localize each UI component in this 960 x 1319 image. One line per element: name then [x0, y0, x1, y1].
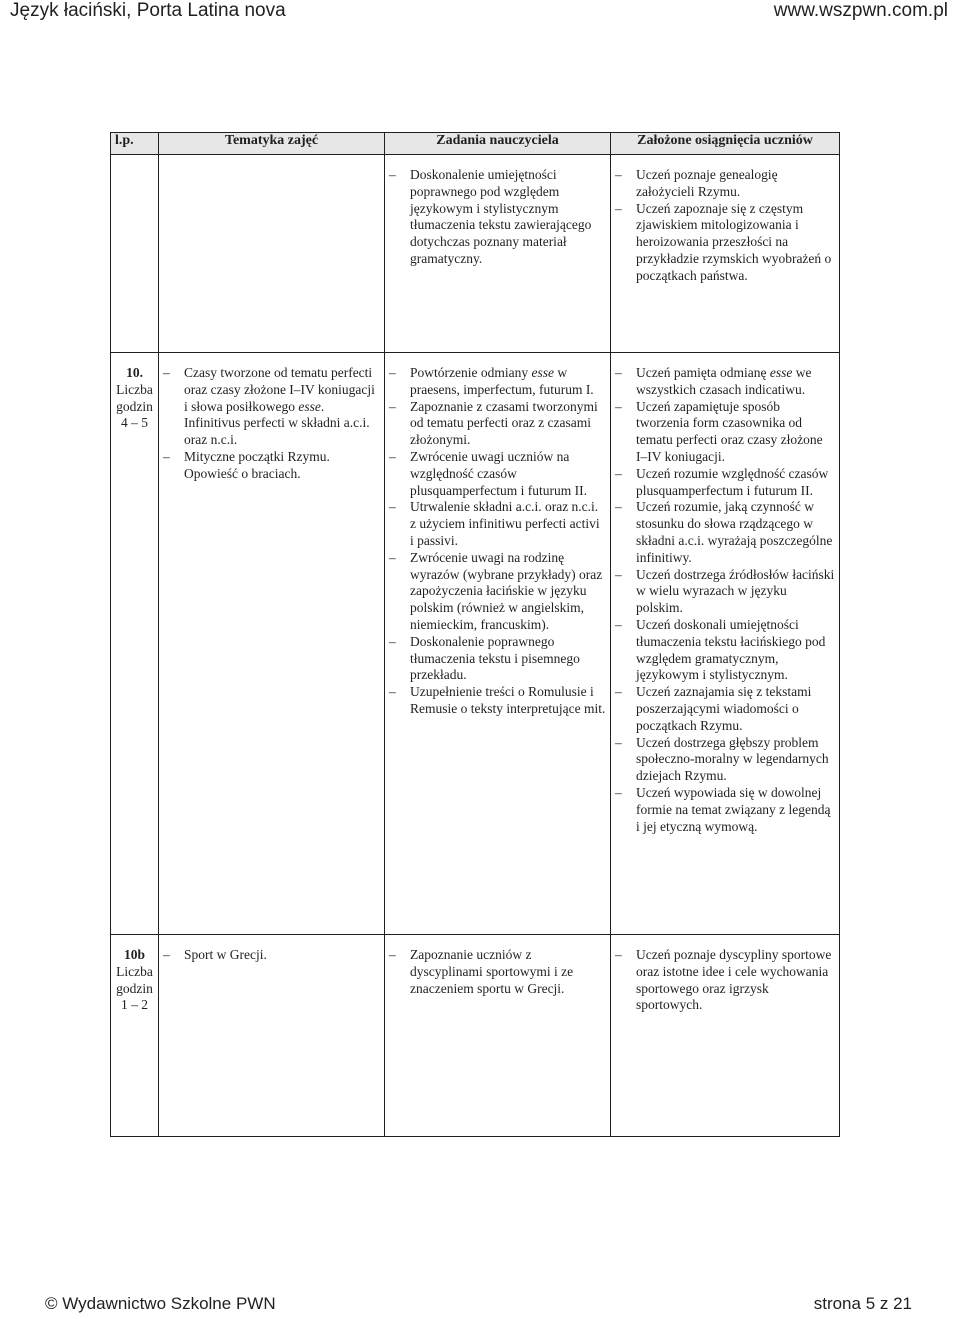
list-item: – Czasy tworzone od tematu perfecti oraz czasy złożone I–IV koniugacji i słowa posiłkowego esse. Infinitivus perfecti w składni a.c.i. oraz n.c.i. — [163, 365, 375, 448]
outcomes-cell — [611, 155, 840, 353]
list-item: – Sport w Grecji. — [163, 947, 267, 962]
list-item: – Uczeń pamięta odmianę esse we wszystkich czasach indicatiwu. — [615, 365, 812, 397]
teacher-tasks-cell — [385, 353, 611, 935]
topic-cell — [159, 353, 385, 935]
list-item: – Uzupełnienie treści o Romulusie i Remusie o teksty interpretujące mit. — [389, 684, 606, 716]
list-item: – Doskonalenie poprawnego tłumaczenia tekstu i pisemnego przekładu. — [389, 633, 580, 683]
list-item: – Zapoznanie z czasami tworzonymi od tematu perfecti oraz z czasami złożonymi. — [389, 398, 598, 448]
list-item: – Uczeń poznaje dyscypliny sportowe oraz istotne idee i cele wychowania sportowego oraz igrzysk sportowych. — [615, 947, 832, 1013]
row-number-cell — [111, 155, 159, 353]
row-number-cell — [111, 935, 159, 1137]
hours-label: Liczba godzin — [116, 381, 153, 414]
list-item: – Uczeń zapamiętuje sposób tworzenia form czasownika od tematu perfecti oraz czasy złożone I–IV koniugacji. — [615, 398, 823, 464]
column-header-lp: l.p. — [111, 133, 159, 155]
list-item: – Doskonalenie umiejętności poprawnego pod względem językowym i stylistycznym tłumaczenia tekstu zawierającego dotychczas poznany materiał gramatyczny. — [389, 167, 592, 266]
row-number: 10b — [123, 947, 145, 962]
list-item: – Uczeń rozumie, jaką czynność w stosunku do słowa rządzącego w składni a.c.i. wyrażają poszczególne infinitiwy. — [615, 499, 833, 565]
teacher-tasks-cell — [385, 935, 611, 1137]
list-item: – Zwrócenie uwagi uczniów na względność czasów plusquamperfectum i futurum II. — [389, 448, 587, 498]
table-row — [111, 353, 840, 935]
column-header-outcomes: Założone osiągnięcia uczniów — [611, 133, 840, 155]
outcomes-cell — [611, 353, 840, 935]
list-item: – Utrwalenie składni a.c.i. oraz n.c.i. z użyciem infinitiwu perfecti activi i passivi. — [389, 499, 600, 548]
outcomes-cell — [611, 935, 840, 1137]
list-item: – Uczeń zaznajamia się z tekstami poszerzającymi wiadomości o początkach Rzymu. — [615, 684, 812, 733]
list-item: – Zwrócenie uwagi na rodzinę wyrazów (wybrane przykłady) oraz zapożyczenia łacińskie w języku polskim (również w angielskim, niemieckim, francuskim). — [389, 549, 603, 632]
column-header-teacher-tasks: Zadania nauczyciela — [385, 133, 611, 155]
topic-cell — [159, 935, 385, 1137]
list-item: – Mityczne początki Rzymu. Opowieść o braciach. — [163, 448, 330, 481]
page-number: strona 5 z 21 — [813, 1294, 912, 1313]
list-item: – Uczeń rozumie względność czasów plusquamperfectum i futurum II. — [615, 465, 829, 498]
hours-value: 4 – 5 — [121, 415, 148, 431]
list-item: – Uczeń poznaje genealogię założycieli Rzymu. — [615, 167, 778, 199]
table-row — [111, 935, 840, 1137]
list-item: – Uczeń dostrzega źródłosłów łaciński w wielu wyrazach w języku polskim. — [615, 566, 835, 616]
publisher-copyright: © Wydawnictwo Szkolne PWN — [45, 1294, 276, 1313]
website-url: www.wszpwn.com.pl — [773, 0, 948, 21]
column-header-topic: Tematyka zajęć — [159, 133, 385, 155]
list-item: – Zapoznanie uczniów z dyscyplinami sportowymi i ze znaczeniem sportu w Grecji. — [389, 947, 574, 996]
teacher-tasks-cell — [385, 155, 611, 353]
list-item: – Uczeń zapoznaje się z częstym zjawiskiem mitologizowania i heroizowania przeszłości na przykładzie rzymskich wyobrażeń o początkach państwa. — [615, 200, 832, 283]
document-title: Język łaciński, Porta Latina nova — [10, 0, 286, 21]
table-header-row — [111, 133, 840, 155]
hours-value: 1 – 2 — [121, 997, 148, 1013]
row-number: 10. — [126, 365, 143, 380]
curriculum-table — [110, 132, 840, 1137]
list-item: – Uczeń wypowiada się w dowolnej formie na temat związany z legendą i jej etyczną wymową. — [615, 784, 831, 834]
table-row — [111, 155, 840, 353]
hours-label: Liczba godzin — [116, 963, 153, 996]
list-item: – Uczeń doskonali umiejętności tłumaczenia tekstu łacińskiego pod względem gramatycznym, językowym i stylistycznym. — [615, 616, 826, 683]
list-item: – Powtórzenie odmiany esse w praesens, imperfectum, futurum I. — [389, 365, 594, 397]
row-number-cell — [111, 353, 159, 935]
topic-cell — [159, 155, 385, 353]
list-item: – Uczeń dostrzega głębszy problem społeczno-moralny w legendarnych dziejach Rzymu. — [615, 734, 829, 784]
